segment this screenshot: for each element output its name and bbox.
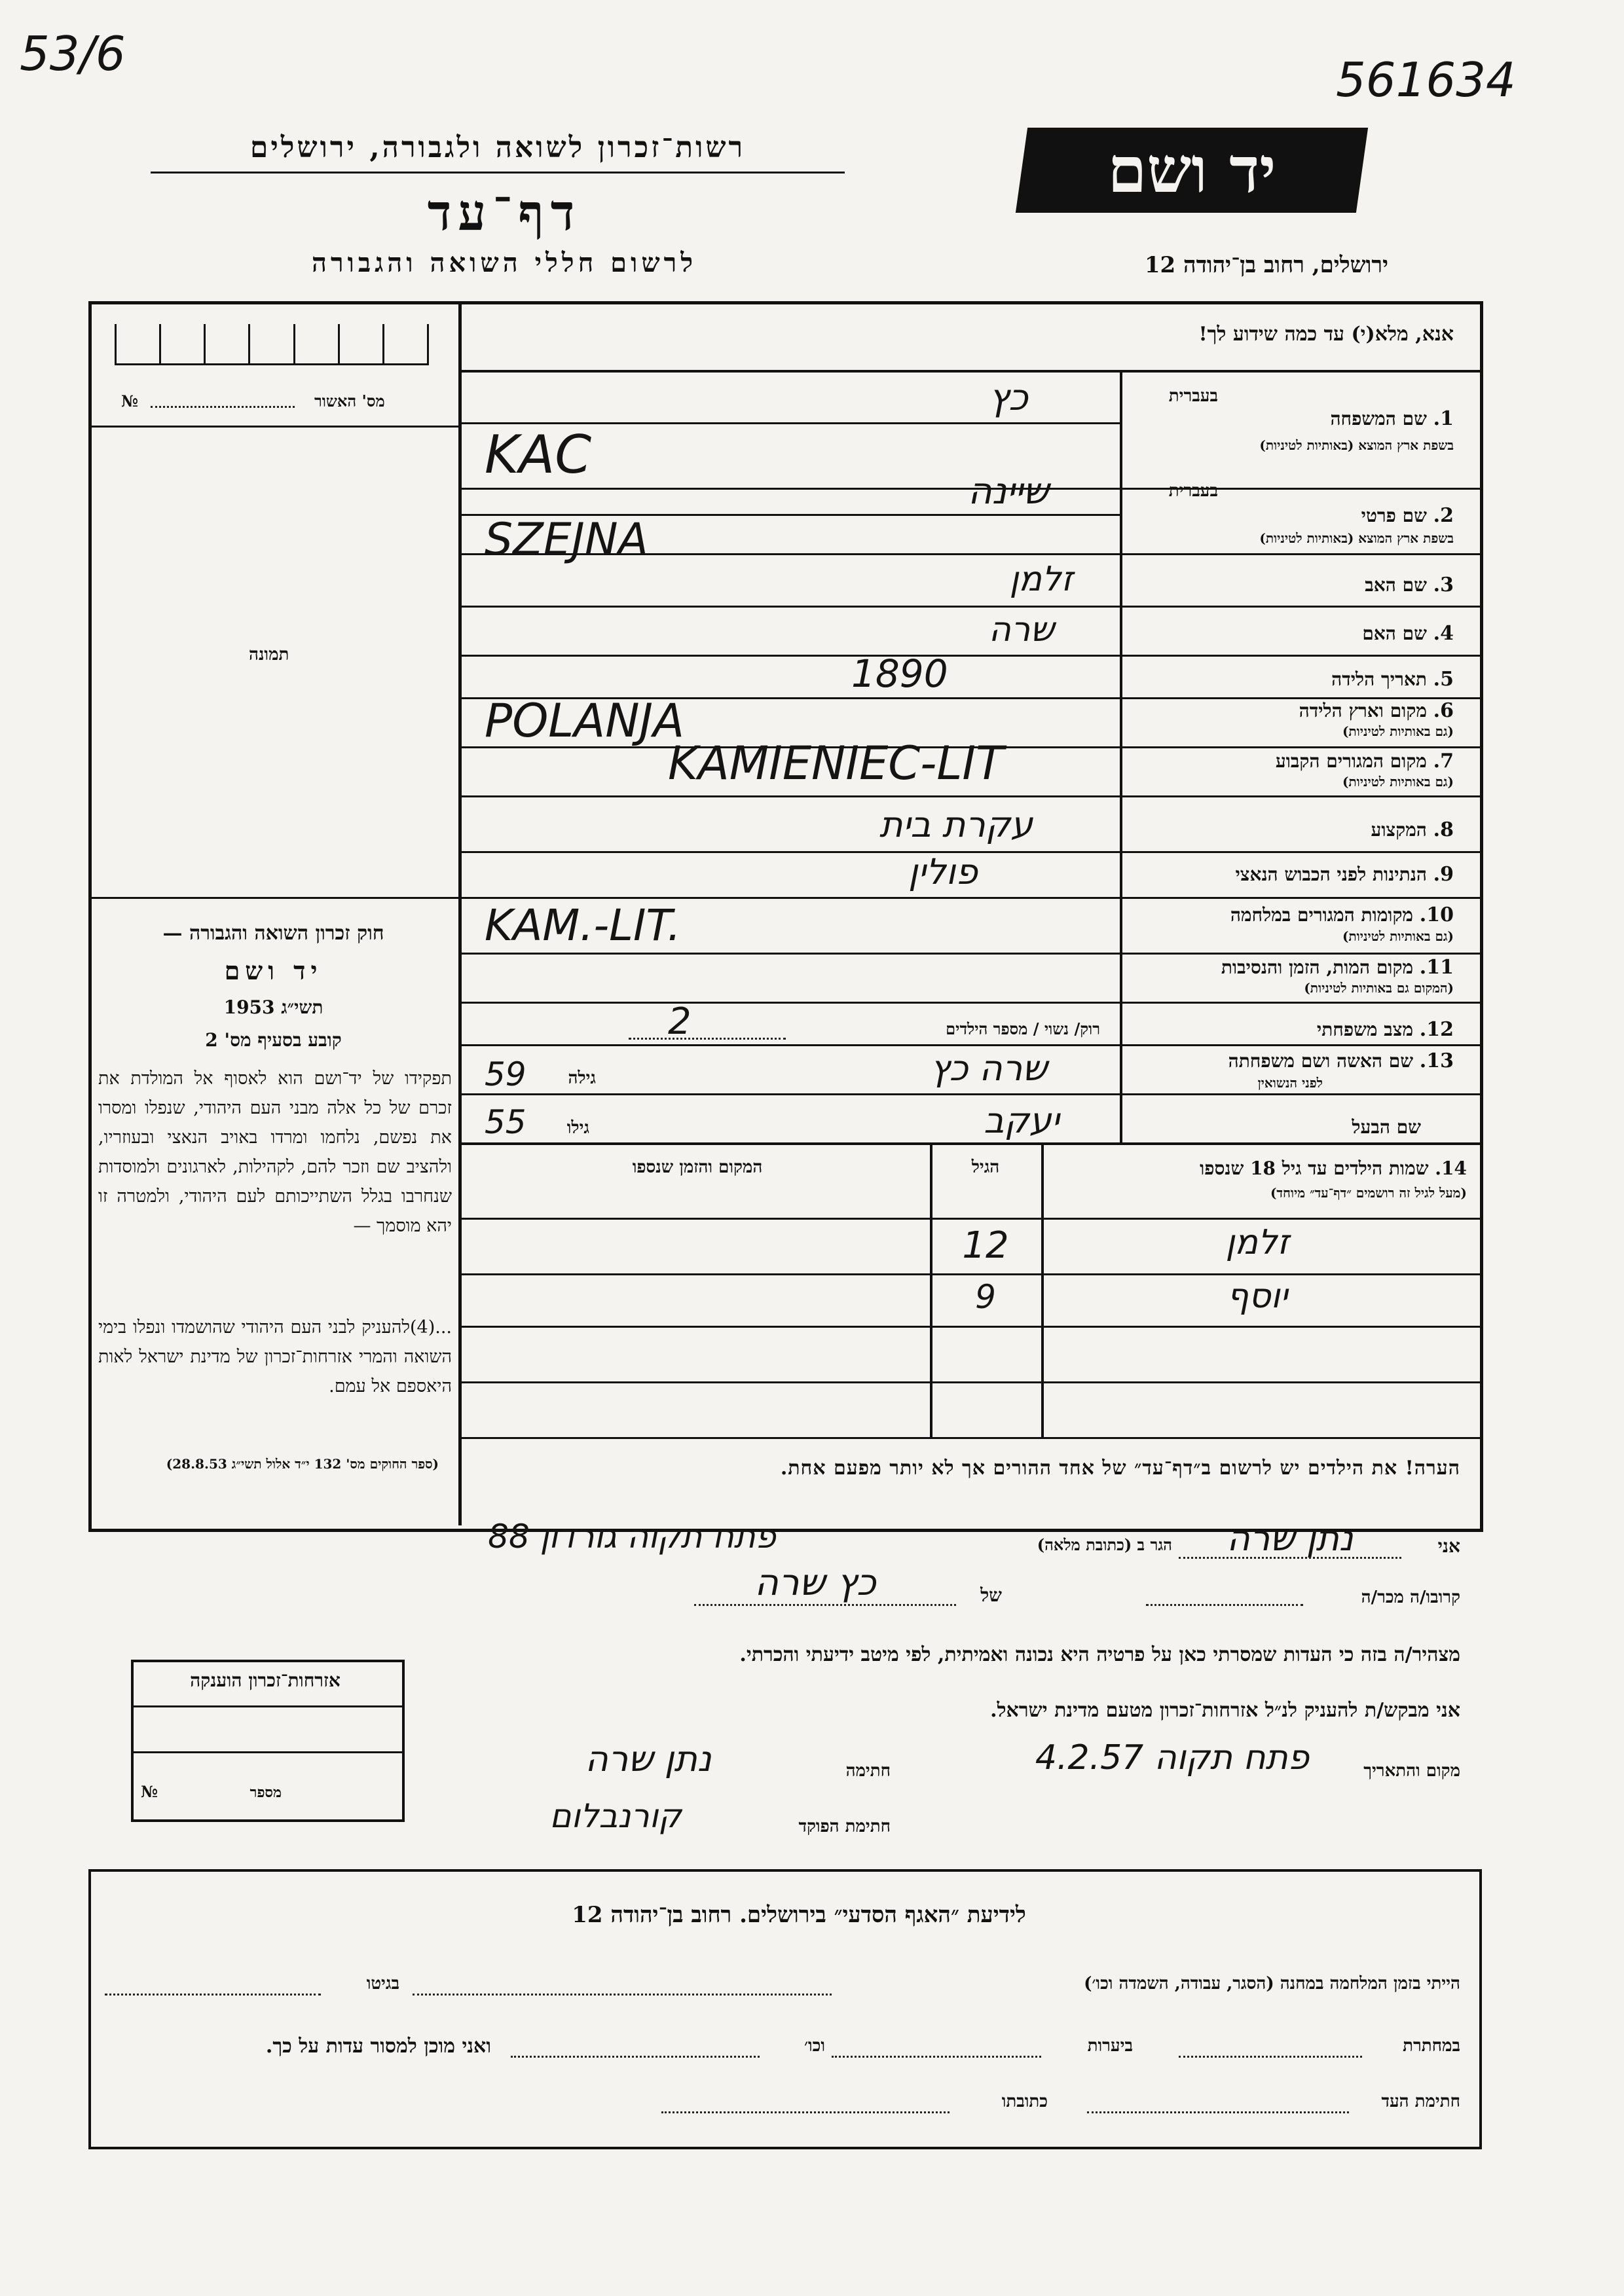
field-11-sub: (המקום גם באותיות לטיניות)	[1304, 980, 1454, 996]
child-1-name[interactable]: זלמן	[1225, 1223, 1289, 1262]
signature-value[interactable]: נתן שרה	[585, 1738, 712, 1779]
bottom-line2-d: ואני מוכן למסור עדות על כך.	[265, 2035, 491, 2058]
child-2-age[interactable]: 9	[975, 1278, 996, 1316]
photo-label: תמונה	[249, 645, 289, 665]
children-row-divider	[458, 1437, 1480, 1439]
field-10-sub: (גם באותיות לטיניות)	[1342, 928, 1454, 944]
approval-divider	[92, 426, 458, 428]
field-1-hebrew-tag: בעברית	[1168, 386, 1218, 406]
field-13-age[interactable]: 59	[485, 1055, 526, 1093]
of-label: של	[980, 1584, 1002, 1606]
file-number: 53/6	[20, 26, 126, 81]
resident-label: הגר ב (כתובת מלאה)	[1037, 1535, 1172, 1554]
declaration-request: אני מבקש/ת להעניק לנ״ל אזרחות־זכרון מטעם מדינת ישראל.	[990, 1699, 1460, 1722]
field-4-label: 4. שם האם	[1362, 622, 1454, 645]
field-3-label: 3. שם האב	[1365, 574, 1454, 596]
instructions: אנא, מלא(י) עד כמה שידוע לך!	[1198, 323, 1454, 346]
children-row-divider	[458, 1326, 1480, 1328]
bottom-line2-c-field[interactable]	[511, 2056, 760, 2058]
field-11-label: 11. מקום המות, הזמן והנסיבות	[1221, 956, 1454, 979]
field-2-label: 2. שם פרטי	[1361, 504, 1454, 527]
declarant-address[interactable]: פתח תקוה גורדון 88	[488, 1518, 776, 1556]
citizenship-divider-2	[131, 1751, 402, 1753]
approval-no-sign: №	[121, 392, 139, 410]
field-1-hebrew-value[interactable]: כץ	[989, 376, 1028, 419]
field-8-value[interactable]: עקרת בית	[879, 804, 1033, 845]
citizenship-divider	[131, 1705, 402, 1707]
child-2-name[interactable]: יוסף	[1227, 1277, 1288, 1316]
field-2-hebrew-value[interactable]: שיינה	[968, 470, 1049, 513]
bottom-line1: הייתי בזמן המלחמה במחנה (הסגר, עבודה, השמדה וכו׳)	[1084, 1974, 1460, 1994]
page-number: 561634	[1336, 52, 1516, 107]
bottom-line2-a-field[interactable]	[1179, 2056, 1362, 2058]
field-1-label: 1. שם המשפחה	[1330, 407, 1454, 430]
signature-label: חתימה	[845, 1761, 891, 1781]
citizenship-number-label: מספר	[249, 1784, 282, 1801]
children-age-header: הגיל	[971, 1157, 1000, 1177]
children-header-divider	[458, 1218, 1480, 1220]
field-2-hebrew-tag: בעברית	[1168, 481, 1218, 501]
field-13-label: 13. שם האשה ושם משפחתה	[1228, 1049, 1454, 1072]
officer-signature[interactable]: קורנבלום	[549, 1797, 682, 1835]
place-date-label: מקום והתאריך	[1363, 1761, 1460, 1781]
form-subtitle: לרשום חללי השואה והגבורה	[311, 247, 697, 278]
row-divider	[458, 655, 1480, 657]
bottom-line1-end: בגיטו	[366, 1974, 399, 1994]
field-10-value[interactable]: KAM.-LIT.	[485, 900, 681, 951]
children-sub: (מעל לגיל זה רושמים ״דף־עד״ מיוחד)	[1270, 1185, 1467, 1201]
field-10-label: 10. מקומות המגורים במלחמה	[1230, 903, 1454, 926]
row-divider	[458, 1002, 1480, 1004]
children-row-divider	[458, 1381, 1480, 1383]
bottom-notice: לידיעת ״האגף הסדעי״ בירושלים. רחוב בן־יהודה 12	[572, 1902, 1026, 1928]
law-title: חוק זכרון השואה והגבורה —	[162, 922, 384, 945]
field-9-value[interactable]: פולין	[908, 851, 978, 892]
law-name: יד ושם	[224, 956, 323, 985]
children-title: 14. שמות הילדים עד גיל 18 שנספו	[1200, 1157, 1467, 1179]
approval-boxes	[115, 324, 429, 365]
of-value[interactable]: כץ שרה	[754, 1561, 876, 1604]
field-13-value[interactable]: שרה כץ	[930, 1048, 1048, 1089]
authority-name: רשות־זכרון לשואה ולגבורה, ירושלים	[249, 131, 746, 164]
bottom-line2-b-field[interactable]	[832, 2056, 1041, 2058]
bottom-line1-end-field[interactable]	[105, 1994, 321, 1995]
husband-label: שם הבעל	[1352, 1116, 1421, 1138]
field-1-sub: בשפת ארץ המוצא (באותיות לטיניות)	[1259, 437, 1454, 453]
declaration-ani: אני	[1437, 1535, 1460, 1557]
photo-divider	[92, 897, 458, 899]
authority-underline	[151, 172, 845, 173]
row-divider	[458, 1142, 1480, 1145]
relation-line[interactable]	[1146, 1604, 1303, 1606]
label-column-divider	[1120, 370, 1122, 1142]
field-6-label: 6. מקום וארץ הלידה	[1299, 699, 1454, 722]
address: ירושלים, רחוב בן־יהודה 12	[1144, 252, 1388, 278]
field-1-latin-value[interactable]: KAC	[485, 424, 592, 485]
bottom-line2-a: במחתרת	[1403, 2036, 1460, 2056]
field-4-value[interactable]: שרה	[988, 610, 1055, 649]
yad-vashem-logo	[1016, 128, 1368, 213]
field-7-value[interactable]: KAMIENIEC-LIT	[668, 737, 1004, 790]
child-1-age[interactable]: 12	[962, 1224, 1009, 1267]
husband-age-label: גילו	[566, 1118, 589, 1138]
citizenship-nr: №	[141, 1782, 158, 1801]
relation-label: קרובו/ה מכר/ה	[1361, 1588, 1460, 1607]
children-place-header: המקום והזמן שנספו	[632, 1157, 763, 1177]
form-title: דף־עד	[427, 183, 581, 242]
field-7-label: 7. מקום המגורים הקבוע	[1275, 750, 1454, 773]
bottom-line1-field[interactable]	[413, 1994, 832, 1995]
row-divider	[458, 1093, 1480, 1095]
law-year: תשי״ג 1953	[223, 996, 323, 1018]
children-age-divider	[930, 1142, 932, 1437]
law-clause: קובע בסעיף מס' 2	[205, 1029, 342, 1051]
law-body: תפקידו של יד־ושם הוא לאסוף אל המולדת את זכרם של כל אלה מבני העם היהודי, שנפלו ומסרו את נפשם, נלחמו ומרדו באויב הנאצי ובעוזריו, ולהציב שם וזכר להם, לקהילות, לארגונים ולמוסדות שנחרבו בגלל השתייכותם לעם היהודי, ולמטרה זו יהא מוסמך —	[98, 1068, 452, 1236]
place-date-value[interactable]: פתח תקוה 4.2.57	[1035, 1738, 1310, 1777]
officer-label: חתימת הפוקד	[798, 1817, 891, 1836]
husband-age[interactable]: 55	[485, 1103, 526, 1141]
declaration-statement: מצהיר/ה בזה כי העדות שמסרתי כאן על פרטיה היא נכונה ואמיתית, לפי מיטב ידיעתי והכרתי.	[739, 1643, 1460, 1666]
field-5-value[interactable]: 1890	[851, 651, 948, 696]
field-6-sub: (גם באותיות לטיניות)	[1342, 723, 1454, 739]
field-5-label: 5. תאריך הלידה	[1331, 668, 1454, 691]
field-6-value[interactable]: POLANJA	[485, 694, 685, 748]
logo-text: יד ושם	[1107, 133, 1276, 207]
law-clause-4: ...(4)להעניק לבני העם היהודי שהושמדו ונפלו בימי השואה והמרי אזרחות־זכרון של מדינת ישראל לאות היאספם אל עמם.	[98, 1317, 452, 1396]
row-divider	[458, 606, 1480, 608]
children-note: הערה! את הילדים יש לרשום ב״דף־עד״ של אחד ההורים אך לא יותר מפעם אחת.	[780, 1457, 1460, 1480]
field-2-latin-value[interactable]: SZEJNA	[485, 514, 649, 566]
approval-label: מס' האשור	[314, 392, 385, 410]
approval-field[interactable]	[151, 406, 295, 408]
bottom-line2-b: ביערות	[1087, 2036, 1133, 2056]
law-reference: (ספר החוקים מס' 132 י״ד אלול תשי״ג 28.8.53)	[166, 1456, 439, 1472]
field-8-label: 8. המקצוע	[1371, 818, 1454, 841]
row-divider	[458, 953, 1480, 955]
field-12-line	[629, 1038, 786, 1040]
bottom-line2-c: וכו׳	[803, 2036, 825, 2056]
bottom-line3-b: כתובתו	[1001, 2092, 1048, 2111]
citizenship-title: אזרחות־זכרון הוענקה	[190, 1669, 341, 1691]
field-9-label: 9. הנתינות לפני הכבוש הנאצי	[1235, 863, 1454, 886]
of-line	[694, 1604, 956, 1606]
husband-value[interactable]: יעקב	[984, 1100, 1060, 1141]
bottom-line3-a: חתימת העד	[1381, 2092, 1460, 2111]
field-2-sub: בשפת ארץ המוצא (באותיות לטיניות)	[1259, 530, 1454, 546]
field-3-value[interactable]: זלמן	[1009, 560, 1073, 599]
field-12-status-text: רוק/ נשוי / מספר הילדים	[946, 1019, 1100, 1038]
left-column-divider	[458, 301, 462, 1525]
field-13-sub: לפני הנשואין	[1257, 1075, 1323, 1091]
row-divider	[458, 1044, 1480, 1046]
declarant-name[interactable]: נתן שרה	[1227, 1518, 1354, 1559]
children-col-divider	[1041, 1142, 1044, 1437]
children-row-divider	[458, 1273, 1480, 1275]
field-7-sub: (גם באותיות לטיניות)	[1342, 774, 1454, 790]
row-divider	[458, 897, 1480, 899]
instructions-divider	[458, 370, 1480, 373]
row-divider	[458, 795, 1480, 797]
bottom-line3-b-field[interactable]	[661, 2111, 950, 2113]
field-12-label: 12. מצב משפחתי	[1316, 1018, 1454, 1041]
field-12-value[interactable]: 2	[668, 1000, 692, 1043]
bottom-line3-a-field[interactable]	[1087, 2111, 1349, 2113]
field-13-age-label: גילה	[568, 1068, 596, 1088]
declarant-name-line	[1179, 1557, 1401, 1559]
